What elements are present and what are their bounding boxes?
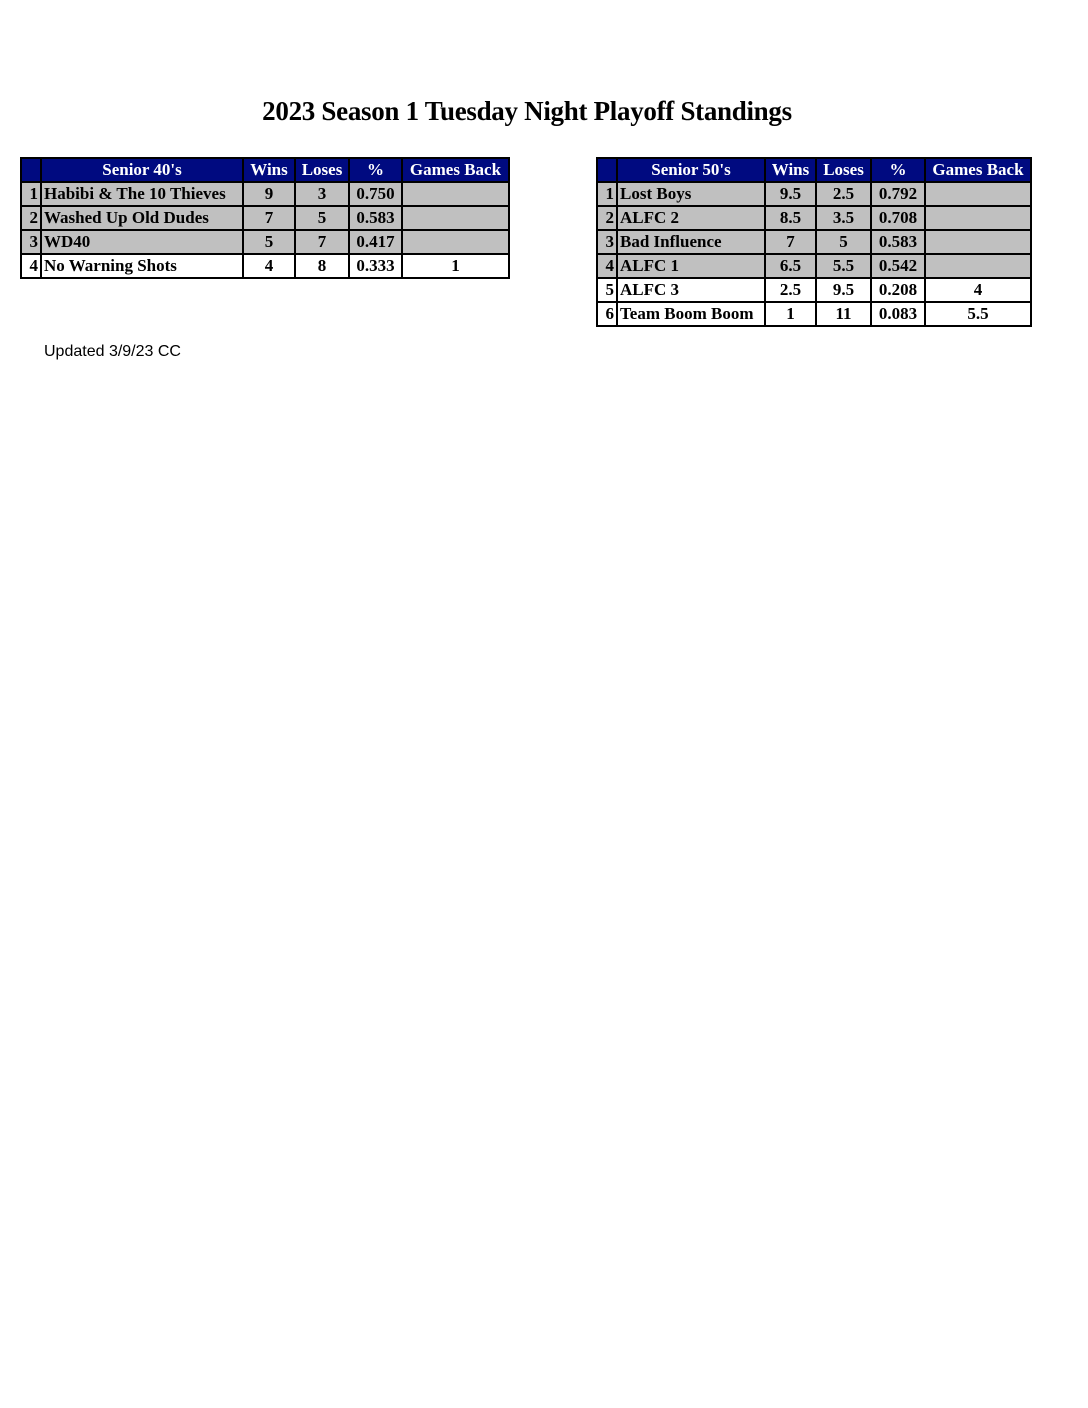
team-header: Senior 40's — [41, 158, 243, 182]
team-cell: ALFC 1 — [617, 254, 765, 278]
pct-cell: 0.208 — [871, 278, 925, 302]
pct-cell: 0.083 — [871, 302, 925, 326]
table-row — [21, 230, 509, 254]
wins-cell: 2.5 — [765, 278, 816, 302]
wins-header: Wins — [765, 158, 816, 182]
pct-cell: 0.750 — [349, 182, 402, 206]
table-row — [597, 254, 1031, 278]
updated-note: Updated 3/9/23 CC — [44, 343, 181, 360]
page-title: 2023 Season 1 Tuesday Night Playoff Standings — [262, 96, 792, 126]
team-cell: ALFC 3 — [617, 278, 765, 302]
loses-cell: 3 — [295, 182, 349, 206]
pct-header: % — [871, 158, 925, 182]
games-back-header: Games Back — [925, 158, 1031, 182]
senior-40s-standings-table — [20, 157, 510, 279]
team-cell: No Warning Shots — [41, 254, 243, 278]
table-row — [597, 230, 1031, 254]
loses-cell: 5 — [295, 206, 349, 230]
rank-header — [597, 158, 617, 182]
table-row — [21, 254, 509, 278]
table-row — [597, 206, 1031, 230]
games-back-header: Games Back — [402, 158, 509, 182]
pct-cell: 0.417 — [349, 230, 402, 254]
loses-header: Loses — [816, 158, 871, 182]
pct-cell: 0.583 — [349, 206, 402, 230]
games-back-cell — [402, 206, 509, 230]
team-cell: Bad Influence — [617, 230, 765, 254]
games-back-cell: 5.5 — [925, 302, 1031, 326]
table-row — [21, 182, 509, 206]
team-header: Senior 50's — [617, 158, 765, 182]
loses-cell: 5.5 — [816, 254, 871, 278]
wins-cell: 4 — [243, 254, 295, 278]
games-back-cell — [925, 254, 1031, 278]
rank-cell: 1 — [21, 182, 41, 206]
team-cell: Washed Up Old Dudes — [41, 206, 243, 230]
wins-cell: 1 — [765, 302, 816, 326]
senior-50s-standings-table — [596, 157, 1032, 327]
games-back-cell — [925, 230, 1031, 254]
wins-cell: 8.5 — [765, 206, 816, 230]
header-row — [597, 158, 1031, 182]
table-row — [597, 278, 1031, 302]
header-row — [21, 158, 509, 182]
loses-cell: 5 — [816, 230, 871, 254]
rank-cell: 5 — [597, 278, 617, 302]
wins-cell: 6.5 — [765, 254, 816, 278]
loses-cell: 2.5 — [816, 182, 871, 206]
wins-cell: 7 — [765, 230, 816, 254]
rank-cell: 6 — [597, 302, 617, 326]
team-cell: WD40 — [41, 230, 243, 254]
rank-cell: 4 — [597, 254, 617, 278]
wins-cell: 7 — [243, 206, 295, 230]
pct-cell: 0.583 — [871, 230, 925, 254]
rank-cell: 3 — [597, 230, 617, 254]
loses-cell: 9.5 — [816, 278, 871, 302]
rank-cell: 2 — [21, 206, 41, 230]
team-cell: Habibi & The 10 Thieves — [41, 182, 243, 206]
loses-cell: 3.5 — [816, 206, 871, 230]
games-back-cell: 1 — [402, 254, 509, 278]
games-back-cell — [402, 182, 509, 206]
pct-cell: 0.792 — [871, 182, 925, 206]
team-cell: ALFC 2 — [617, 206, 765, 230]
loses-cell: 11 — [816, 302, 871, 326]
pct-cell: 0.333 — [349, 254, 402, 278]
loses-cell: 7 — [295, 230, 349, 254]
pct-cell: 0.708 — [871, 206, 925, 230]
table-row — [597, 302, 1031, 326]
wins-cell: 5 — [243, 230, 295, 254]
rank-header — [21, 158, 41, 182]
rank-cell: 1 — [597, 182, 617, 206]
table-row — [597, 182, 1031, 206]
loses-header: Loses — [295, 158, 349, 182]
pct-header: % — [349, 158, 402, 182]
wins-cell: 9.5 — [765, 182, 816, 206]
games-back-cell: 4 — [925, 278, 1031, 302]
loses-cell: 8 — [295, 254, 349, 278]
team-cell: Lost Boys — [617, 182, 765, 206]
wins-cell: 9 — [243, 182, 295, 206]
games-back-cell — [925, 206, 1031, 230]
rank-cell: 4 — [21, 254, 41, 278]
wins-header: Wins — [243, 158, 295, 182]
rank-cell: 2 — [597, 206, 617, 230]
rank-cell: 3 — [21, 230, 41, 254]
pct-cell: 0.542 — [871, 254, 925, 278]
games-back-cell — [402, 230, 509, 254]
team-cell: Team Boom Boom — [617, 302, 765, 326]
table-row — [21, 206, 509, 230]
games-back-cell — [925, 182, 1031, 206]
